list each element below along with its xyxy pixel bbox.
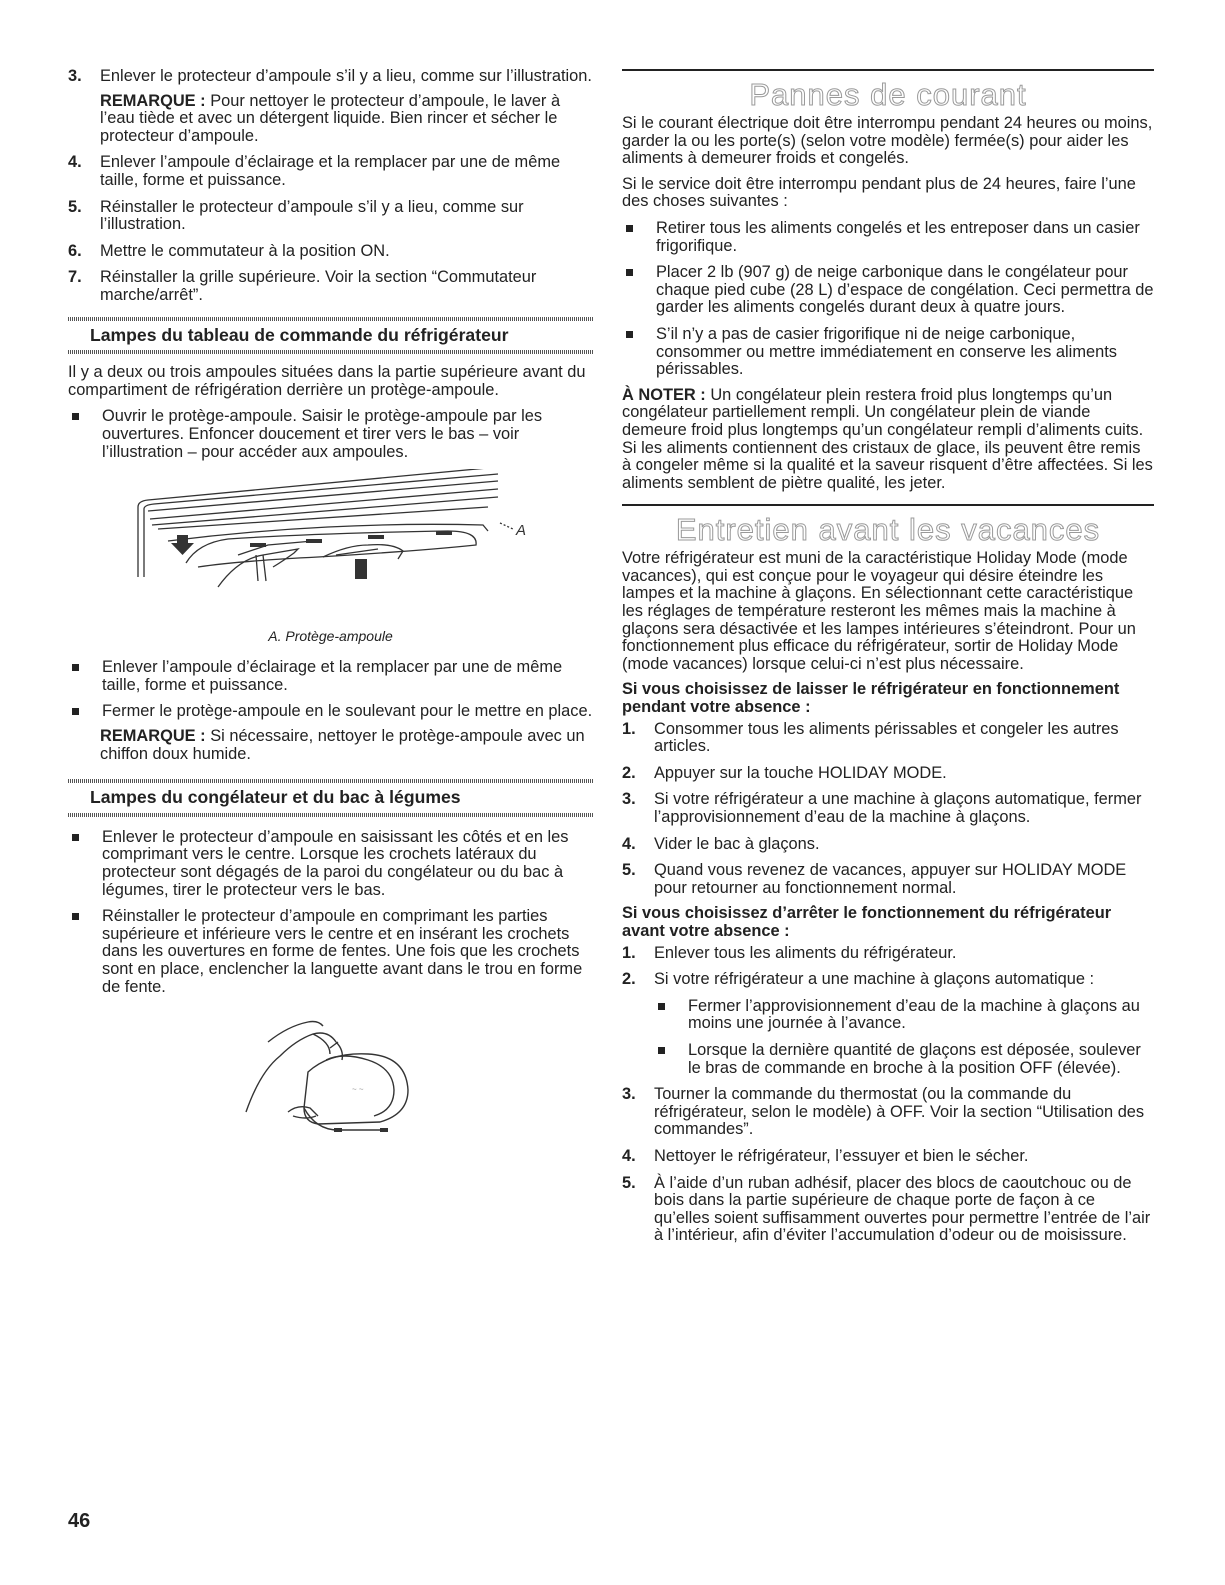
bullet-marker [68, 829, 102, 899]
bullet-item: Ouvrir le protège-ampoule. Saisir le protège-ampoule par les ouvertures. Enfoncer doucement et tirer vers le bas – voir l’illustration – pour accéder aux ampoules. [68, 408, 593, 461]
section-title-vacation: Entretien avant les vacances [675, 512, 1101, 548]
list-item: 1. Enlever tous les aliments du réfrigérateur. [622, 943, 957, 962]
list-item: 5. À l’aide d’un ruban adhésif, placer des blocs de caoutchouc ou de bois dans la partie supérieure de chaque porte de façon à ce qu’elles soient suffisamment ouvertes pour permettre l’entrée de l’air à l’intérieur, afin d’éviter l’accumulation d’odeur ou de moisissure. [622, 1173, 1151, 1245]
paragraph: Il y a deux ou trois ampoules situées dans la partie supérieure avant du compartiment de réfrigération derrière un protège-ampoule. [68, 363, 586, 399]
list-item: 3. Tourner la commande du thermostat (ou la commande du réfrigérateur, selon le modèle) à OFF. Voir la section “Utilisation des commandes”. [622, 1085, 1145, 1139]
bullet-item: Enlever le protecteur d’ampoule en saisissant les côtés et en les comprimant vers le centre. Lorsque les crochets latéraux du protecteur sont dégagés de la paroi du congélateur ou du bac à légumes, tirer le protecteur vers le bas. [68, 829, 593, 899]
list-item: 5. Réinstaller le protecteur d’ampoule s’il y a lieu, comme sur l’illustration. [68, 197, 524, 234]
list-item: 3. Si votre réfrigérateur a une machine à glaçons automatique, fermer l’approvisionnement d’eau de la machine à glaçons. [622, 790, 1142, 826]
section-rule [622, 504, 1154, 506]
bullet-marker [68, 908, 102, 996]
bullet-item: Fermer le protège-ampoule en le soulevant pour le mettre en place. [68, 703, 593, 721]
list-item: 1. Consommer tous les aliments périssables et congeler les autres articles. [622, 719, 1119, 756]
section-rule [622, 69, 1154, 71]
bullet-marker [68, 408, 102, 461]
section-heading: Lampes du tableau de commande du réfrigérateur [90, 324, 509, 345]
list-item: 2. Si votre réfrigérateur a une machine à glaçons automatique : [622, 970, 1095, 989]
list-item: 5. Quand vous revenez de vacances, appuyer sur HOLIDAY MODE pour retourner au fonctionnement normal. [622, 861, 1127, 897]
sub-bullet-item: Fermer l’approvisionnement d’eau de la machine à glaçons au moins une journée à l’avance. [654, 998, 1154, 1033]
bullet-marker [622, 326, 656, 379]
dotted-divider [68, 350, 593, 354]
power-note: À NOTER : Un congélateur plein restera froid plus longtemps qu’un congélateur partiellement rempli. Un congélateur plein de viande demeure froid plus longtemps qu’un congélateur rempli d’aliments cuits. Si les aliments contiennent des cristaux de glace, ils peuvent être remis à congeler même si la qualité et la saveur risquent d’être affectées. Si les aliments semblent de piètre qualité, les jeter. [622, 385, 1153, 492]
light-shield-illustration [68, 469, 593, 619]
remark-2: REMARQUE : Si nécessaire, nettoyer le protège-ampoule avec un chiffon doux humide. [100, 727, 585, 763]
bullet-item: Réinstaller le protecteur d’ampoule en comprimant les parties supérieure et inférieure vers le centre et en insérant les crochets dans les ouvertures en forme de fentes. Une fois que les crochets sont en place, enclencher la languette avant dans le trou en forme de fente. [68, 908, 593, 996]
bullet-marker [68, 703, 102, 721]
remark-1: REMARQUE : Pour nettoyer le protecteur d’ampoule, le laver à l’eau tiède et avec un détergent liquide. Bien rincer et sécher le protecteur d’ampoule. [100, 91, 561, 145]
right-column [622, 64, 1154, 1245]
bullet-marker [622, 220, 656, 255]
list-item: 3. Enlever le protecteur d’ampoule s’il y a lieu, comme sur l’illustration. [68, 67, 592, 85]
freezer-shield-figure [68, 1012, 593, 1137]
list-item: 4. Nettoyer le réfrigérateur, l’essuyer et bien le sécher. [622, 1146, 1029, 1165]
bullet-item: Enlever l’ampoule d’éclairage et la remplacer par une de même taille, forme et puissance. [68, 659, 593, 694]
list-item: 6. Mettre le commutateur à la position ON. [68, 241, 390, 260]
list-item: 2. Appuyer sur la touche HOLIDAY MODE. [622, 763, 947, 782]
figure-caption: A. Protège-ampoule [268, 627, 393, 644]
light-shield-figure [68, 469, 593, 645]
bullet-marker [622, 264, 656, 317]
paragraph: Votre réfrigérateur est muni de la caractéristique Holiday Mode (mode vacances), qui est conçue pour le voyageur qui désire éteindre les lampes et la machine à glaçons. En sélectionnant cette caractéristique les réglages de température resteront les mêmes mais la machine à glaçons sera désactivée et les lampes intérieures s’éteindront. Pour un fonctionnement plus efficace du réfrigérateur, sortir de Holiday Mode (mode vacances) lorsque celui-ci n’est plus nécessaire. [622, 549, 1136, 673]
dotted-divider [68, 813, 593, 817]
page-number: 46 [68, 1510, 91, 1532]
bullet-marker [654, 998, 688, 1033]
bullet-item: Retirer tous les aliments congelés et les entreposer dans un casier frigorifique. [622, 220, 1154, 255]
paragraph: Si le service doit être interrompu pendant plus de 24 heures, faire l’une des choses suivantes : [622, 174, 1136, 211]
bullet-marker [68, 659, 102, 694]
section-title-power-outage: Pannes de courant [749, 77, 1027, 112]
list-item: 4. Enlever l’ampoule d’éclairage et la remplacer par une de même taille, forme et puissance. [68, 153, 561, 189]
svg-text:~ ~: ~ ~ [352, 1085, 364, 1095]
left-column [68, 64, 593, 1137]
list-item: 7. Réinstaller la grille supérieure. Voir la section “Commutateur marche/arrêt”. [68, 268, 537, 304]
sub-bullet-item: Lorsque la dernière quantité de glaçons est déposée, soulever le bras de commande en broche à la position OFF (élevée). [654, 1042, 1154, 1077]
subheading: Si vous choisissez de laisser le réfrigérateur en fonctionnement pendant votre absence : [622, 680, 1120, 717]
list-item: 4. Vider le bac à glaçons. [622, 834, 820, 853]
subheading: Si vous choisissez d’arrêter le fonctionnement du réfrigérateur avant votre absence : [622, 904, 1112, 940]
section-heading: Lampes du congélateur et du bac à légumes [90, 787, 461, 808]
bullet-marker [654, 1042, 688, 1077]
bullet-item: Placer 2 lb (907 g) de neige carbonique dans le congélateur pour chaque pied cube (28 L) d’espace de congélation. Ceci permettra de garder les aliments congelés durant deux à quatre jours. [622, 264, 1154, 317]
figure-callout-label: A [516, 522, 527, 540]
bullet-item: S’il n’y a pas de casier frigorifique ni de neige carbonique, consommer ou mettre immédiatement en conserve les aliments périssables. [622, 326, 1154, 379]
paragraph: Si le courant électrique doit être interrompu pendant 24 heures ou moins, garder la ou les porte(s) (selon votre modèle) fermée(s) pour aider les aliments à demeurer froids et congelés. [622, 114, 1153, 168]
freezer-shield-illustration [68, 1012, 593, 1132]
